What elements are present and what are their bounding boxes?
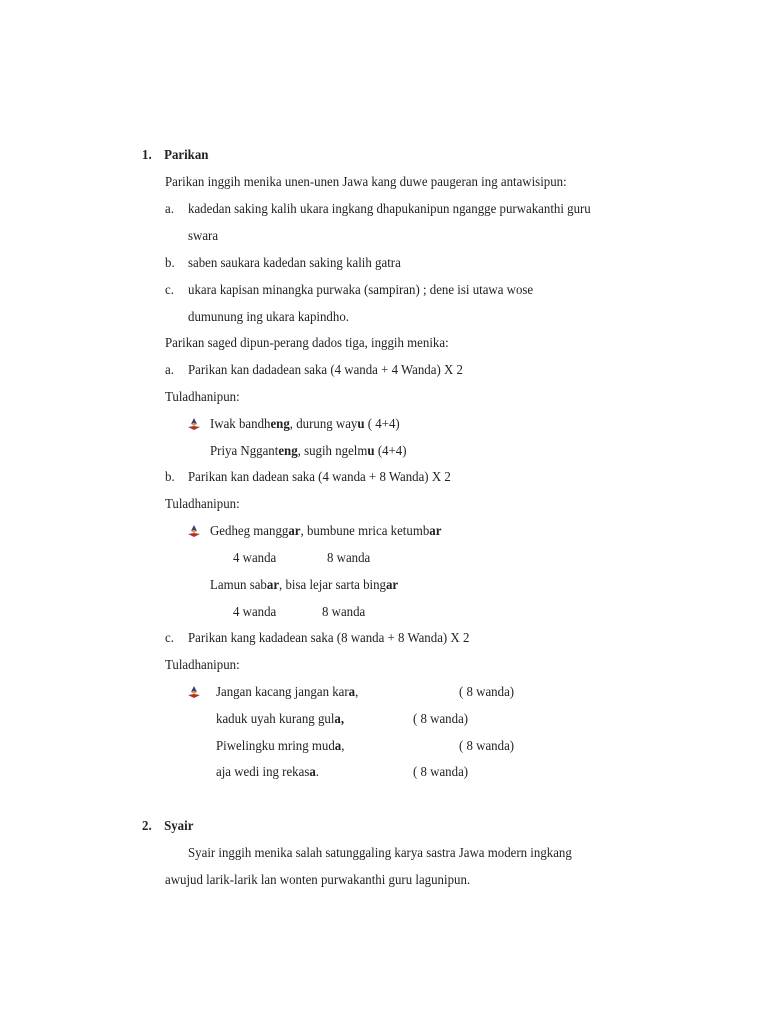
- rule-c-text: ukara kapisan minangka purwaka (sampiran) ; dene isi utawa wose: [188, 283, 534, 298]
- type-c-text: Parikan kang kadadean saka (8 wanda + 8 Wanda) X 2: [188, 631, 470, 646]
- example-text: , durung way: [289, 417, 358, 432]
- example-text: Jangan kacang jangan kar: [216, 685, 349, 700]
- type-c-marker: c.: [165, 631, 174, 646]
- rule-a-marker: a.: [165, 202, 174, 217]
- example-text: ,: [341, 739, 345, 754]
- syllable-count: ( 8 wanda): [459, 685, 515, 700]
- rule-b-text: saben saukara kadedan saking kalih gatra: [188, 256, 401, 271]
- example-text: , sugih ngelm: [297, 444, 368, 459]
- syllable-count: 4 wanda: [233, 551, 277, 566]
- section-1-number: 1.: [142, 148, 152, 163]
- rule-b-marker: b.: [165, 256, 175, 271]
- rule-a-text-cont: swara: [188, 229, 219, 244]
- type-b-marker: b.: [165, 470, 175, 485]
- example-text: Iwak bandh: [210, 417, 271, 432]
- types-intro: Parikan saged dipun-perang dados tiga, inggih menika:: [165, 336, 449, 351]
- section-2-title: Syair: [164, 819, 194, 834]
- arrow-bullet-icon: [188, 418, 200, 430]
- syair-paragraph-line-1: Syair inggih menika salah satunggaling karya sastra Jawa modern ingkang: [188, 846, 572, 861]
- syllable-count: 8 wanda: [322, 605, 366, 620]
- example-text: Gedheg mangg: [210, 524, 289, 539]
- example-text: ( 4+4): [364, 417, 400, 432]
- rhyme-text: ar: [288, 524, 301, 539]
- syllable-count: ( 8 wanda): [459, 739, 515, 754]
- example-text: .: [315, 765, 320, 780]
- type-a-text: Parikan kan dadadean saka (4 wanda + 4 Wanda) X 2: [188, 363, 463, 378]
- parikan-intro: Parikan inggih menika unen-unen Jawa kang duwe paugeran ing antawisipun:: [165, 175, 567, 190]
- syair-paragraph-line-2: awujud larik-larik lan wonten purwakanthi guru lagunipun.: [165, 873, 471, 888]
- example-text: Piwelingku mring mud: [216, 739, 335, 754]
- type-a-example-line-2: Priya Ngganteng, sugih ngelmu (4+4): [210, 444, 407, 459]
- section-2-heading: [142, 818, 193, 836]
- rhyme-text: ar: [266, 578, 280, 593]
- type-b-text: Parikan kan dadean saka (4 wanda + 8 Wanda) X 2: [188, 470, 451, 485]
- rhyme-text: u: [357, 417, 365, 432]
- syllable-count: ( 8 wanda): [413, 765, 469, 780]
- example-text: (4+4): [374, 444, 407, 459]
- type-c-example-line-2: [216, 711, 344, 729]
- arrow-bullet-icon: [188, 686, 200, 698]
- syllable-count: 8 wanda: [327, 551, 371, 566]
- example-text: , bisa lejar sarta bing: [279, 578, 386, 593]
- type-a-example-line-1: [210, 416, 400, 434]
- example-text: kaduk uyah kurang gul: [216, 712, 335, 727]
- type-c-example-line-3: [216, 738, 344, 756]
- rhyme-text: a: [334, 739, 342, 754]
- example-text: ,: [355, 685, 359, 700]
- example-text: Lamun sab: [210, 578, 267, 593]
- section-1-heading: [142, 147, 208, 165]
- type-c-example-line-4: [216, 764, 319, 782]
- type-b-example-line-2: [210, 577, 398, 595]
- section-1-title: Parikan: [164, 148, 209, 163]
- type-a-marker: a.: [165, 363, 174, 378]
- type-b-example-line-1: [210, 523, 441, 541]
- rhyme-text: ar: [429, 524, 442, 539]
- rhyme-text: ar: [385, 578, 399, 593]
- rule-a-text: kadedan saking kalih ukara ingkang dhapukanipun ngangge purwakanthi guru: [188, 202, 591, 217]
- rule-c-text-cont: dumunung ing ukara kapindho.: [188, 310, 349, 325]
- syllable-count: 4 wanda: [233, 605, 277, 620]
- type-c-example-line-1: [216, 684, 358, 702]
- example-label-b: Tuladhanipun:: [165, 497, 240, 512]
- example-text: aja wedi ing rekas: [216, 765, 310, 780]
- rhyme-text: a: [309, 765, 316, 780]
- section-2-number: 2.: [142, 819, 152, 834]
- arrow-bullet-icon: [188, 525, 200, 537]
- rule-c-marker: c.: [165, 283, 174, 298]
- syllable-count: ( 8 wanda): [413, 712, 469, 727]
- example-label-a: Tuladhanipun:: [165, 390, 240, 405]
- rhyme-text: a,: [334, 712, 345, 727]
- rhyme-text: eng: [278, 444, 298, 459]
- rhyme-text: u: [367, 444, 375, 459]
- example-label-c: Tuladhanipun:: [165, 658, 240, 673]
- rhyme-text: eng: [270, 417, 290, 432]
- example-text: , bumbune mrica ketumb: [300, 524, 430, 539]
- rhyme-text: a: [348, 685, 356, 700]
